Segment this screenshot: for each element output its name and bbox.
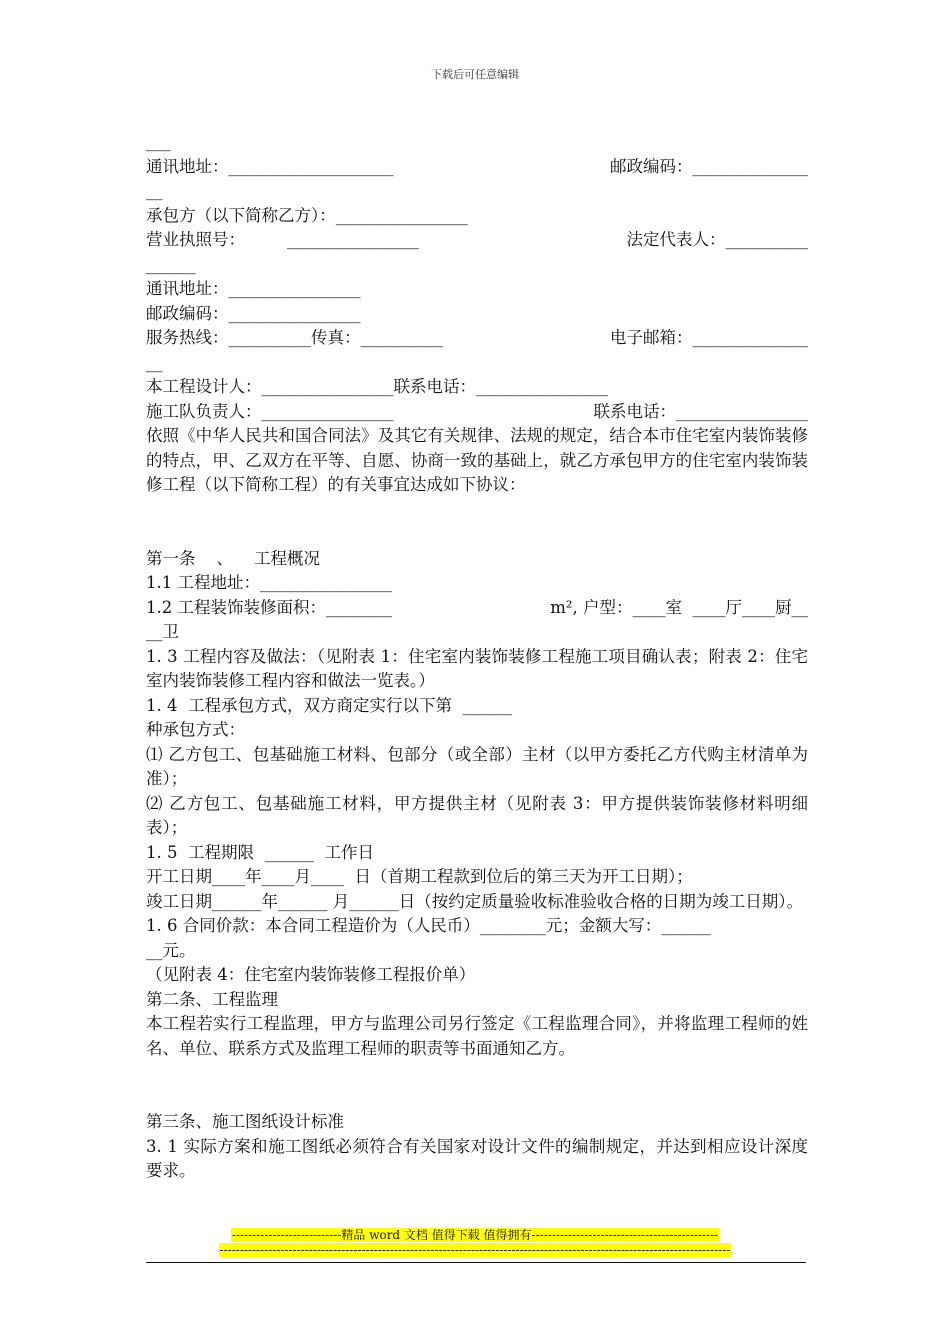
postcode-field: 邮政编码：______________ xyxy=(610,156,808,176)
text-line: __ xyxy=(146,181,163,200)
clause-paragraph: ⑵ 乙方包工、包基础施工材料，甲方提供主材（见附表 3：甲方提供装饰装修材料明细表）； xyxy=(146,793,808,837)
clause-paragraph: 本工程若实行工程监理，甲方与监理公司另行签定《工程监理合同》，并将监理工程师的姓名、单位、联系方式及监理工程师的职责等书面通知乙方。 xyxy=(146,1014,808,1058)
text-line: ___ xyxy=(146,132,171,151)
contractor-line: 承包方（以下简称乙方）：________________ xyxy=(146,205,468,225)
license-row xyxy=(146,228,808,253)
contact-row xyxy=(146,155,808,180)
area-field: 1.2 工程装饰装修面积：________ xyxy=(146,597,392,617)
preamble-paragraph: 依照《中华人民共和国合同法》及其它有关规律、法规的规定，结合本市住宅室内装饰装修的特点，甲、乙双方在平等、自愿、协商一致的基础上，就乙方承包甲方的住宅室内装饰装修工程（以下简称工程）的有关事宜达成如下协议： xyxy=(146,426,808,494)
footer-banner: ---------------------------精品 word 文档 值得下载 值得拥有---------------------------------------------- xyxy=(231,1228,719,1242)
clause-paragraph: ⑴ 乙方包工、包基础施工材料、包部分（或全部）主材（以甲方委托乙方代购主材清单为准）； xyxy=(146,744,808,788)
section-heading: 第二条、工程监理 xyxy=(146,989,278,1009)
clause-line: 开工日期____年____月____ 日（首期工程款到位后的第三天为开工日期）； xyxy=(146,867,693,886)
page-header: 下载后可任意编辑 xyxy=(431,68,519,81)
clause-paragraph: 1. 3 工程内容及做法：（见附表 1：住宅室内装饰装修工程施工项目确认表；附表 2：住宅室内装饰装修工程内容和做法一览表。） xyxy=(146,646,808,690)
clause-line: 种承包方式： xyxy=(146,720,245,739)
text-line: __卫 xyxy=(146,622,179,641)
hotline-row xyxy=(146,326,808,351)
text-line: __ xyxy=(146,352,163,372)
section-heading: 第三条、施工图纸设计标准 xyxy=(146,1112,344,1131)
postcode-line: 邮政编码：________________ xyxy=(146,303,361,323)
clause-line: （见附表 4：住宅室内装饰装修工程报价单） xyxy=(146,965,476,984)
clause-paragraph: 竣工日期______年______ 月______日（按约定质量验收标准验收合格的日期为竣工日期）。 xyxy=(146,891,803,911)
clause-line: 1. 5 工程期限 ______ 工作日 xyxy=(146,842,374,862)
section-heading: 第一条 、 工程概况 xyxy=(146,548,320,568)
email-field: 电子邮箱：______________ xyxy=(610,328,808,347)
footer-dashes: ------------------------------------------------------------------------------------------------------------------------------ xyxy=(219,1243,731,1257)
address-field: 通讯地址：____________________ xyxy=(146,156,394,176)
text-line: __元。 xyxy=(146,940,196,960)
address-line: 通讯地址：________________ xyxy=(146,279,361,298)
clause-line: 1.1 工程地址：________________ xyxy=(146,573,392,592)
legal-rep-field: 法定代表人：__________ xyxy=(626,230,808,249)
page-footer xyxy=(0,1228,950,1258)
footer-rule xyxy=(146,1262,806,1263)
clause-line: 1. 6 合同价款：本合同工程造价为（人民币）________元；金额大写：______ xyxy=(146,916,711,935)
license-field: 营业执照号： ________________ xyxy=(146,230,419,249)
team-leader-row xyxy=(146,400,808,425)
text-line: ______ xyxy=(146,254,196,274)
hotline-field: 服务热线：__________传真：__________ xyxy=(146,328,443,347)
document-body xyxy=(146,130,808,1184)
clause-paragraph: 3. 1 实际方案和施工图纸必须符合有关国家对设计文件的编制规定，并达到相应设计深度要求。 xyxy=(146,1136,808,1180)
layout-field: m², 户型：____室 ____厅____厨__ xyxy=(550,597,808,617)
clause-line: 1. 4 工程承包方式，双方商定实行以下第 ______ xyxy=(146,695,512,715)
designer-line: 本工程设计人：________________联系电话：________________ xyxy=(146,377,608,396)
area-row xyxy=(146,596,808,621)
team-phone-field: 联系电话：________________ xyxy=(593,401,808,421)
team-leader-field: 施工队负责人：________________ xyxy=(146,401,394,421)
